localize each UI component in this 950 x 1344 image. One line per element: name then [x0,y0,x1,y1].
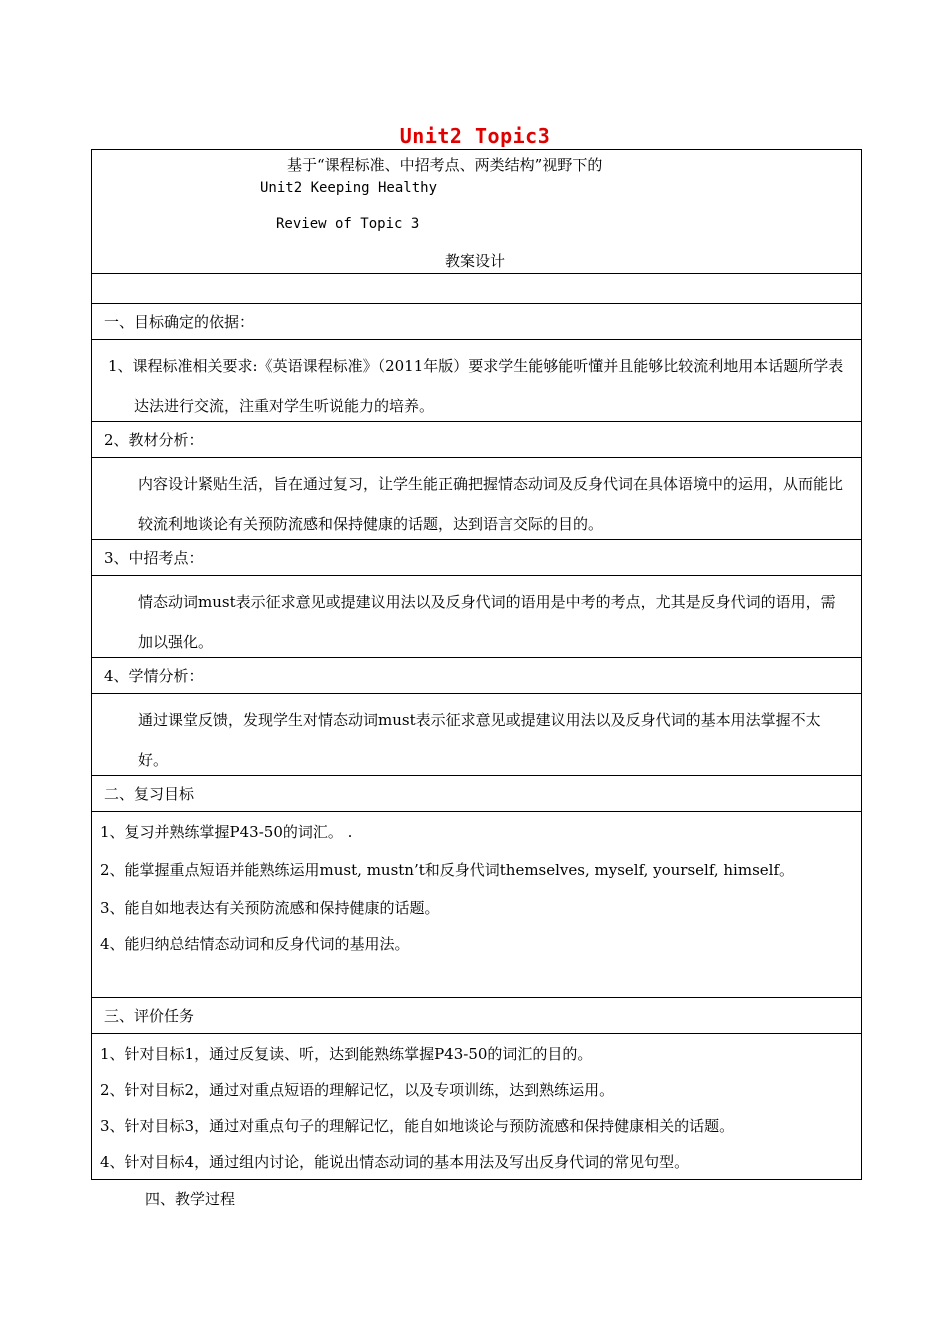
evaluation-list [92,1033,861,1179]
goals-list [92,811,861,997]
section-2-body [92,457,861,539]
lesson-plan-table [91,149,862,1180]
section-2-heading: 2、教材分析： [92,421,861,457]
section-4-heading: 4、学情分析： [92,657,861,693]
section-1-item-1 [92,339,861,421]
document-title: Unit2 Topic3 [399,124,551,148]
goal-item: 3、能自如地表达有关预防流感和保持健康的话题。 [100,899,440,917]
header-line-4: 教案设计 [445,252,506,270]
goals-heading: 二、复习目标 [92,775,861,811]
header-block [92,150,861,273]
evaluation-item: 2、针对目标2，通过对重点短语的理解记忆，以及专项训练，达到熟练运用。 [100,1081,615,1099]
section-4-text: 通过课堂反馈，发现学生对情态动词must表示征求意见或提建议用法以及反身代词的基本用法掌握不太好。 [138,711,821,769]
goal-item: 4、能归纳总结情态动词和反身代词的基用法。 [100,935,410,953]
section-3-heading: 3、中招考点： [92,539,861,575]
section-1-item-1-text: 1、课程标准相关要求:《英语课程标准》（2011年版）要求学生能够能听懂并且能够比较流利地用本话题所学表达法进行交流，注重对学生听说能力的培养。 [108,357,844,415]
teaching-process-heading: 四、教学过程 [145,1190,236,1208]
header-line-2: Unit2 Keeping Healthy [260,180,438,196]
evaluation-item: 4、针对目标4，通过组内讨论，能说出情态动词的基本用法及写出反身代词的常见句型。 [100,1153,690,1171]
section-3-body [92,575,861,657]
header-line-3: Review of Topic 3 [276,216,420,232]
empty-row [92,273,861,303]
evaluation-heading: 三、评价任务 [92,997,861,1033]
evaluation-item: 1、针对目标1，通过反复读、听，达到能熟练掌握P43-50的词汇的目的。 [100,1045,593,1063]
header-line-1: 基于“课程标准、中招考点、两类结构”视野下的 [287,156,603,174]
section-2-text: 内容设计紧贴生活，旨在通过复习，让学生能正确把握情态动词及反身代词在具体语境中的运用，从而能比较流利地谈论有关预防流感和保持健康的话题，达到语言交际的目的。 [138,475,844,533]
section-1-heading: 一、目标确定的依据： [92,303,861,339]
goal-item: 1、复习并熟练掌握P43-50的词汇。 . [100,823,353,841]
evaluation-item: 3、针对目标3，通过对重点句子的理解记忆，能自如地谈论与预防流感和保持健康相关的话题。 [100,1117,735,1135]
section-4-body [92,693,861,775]
goal-item: 2、能掌握重点短语并能熟练运用must, mustn’t和反身代词themselves, myself, yourself, himself。 [100,861,794,879]
section-3-text: 情态动词must表示征求意见或提建议用法以及反身代词的语用是中考的考点，尤其是反身代词的语用，需加以强化。 [138,593,836,651]
